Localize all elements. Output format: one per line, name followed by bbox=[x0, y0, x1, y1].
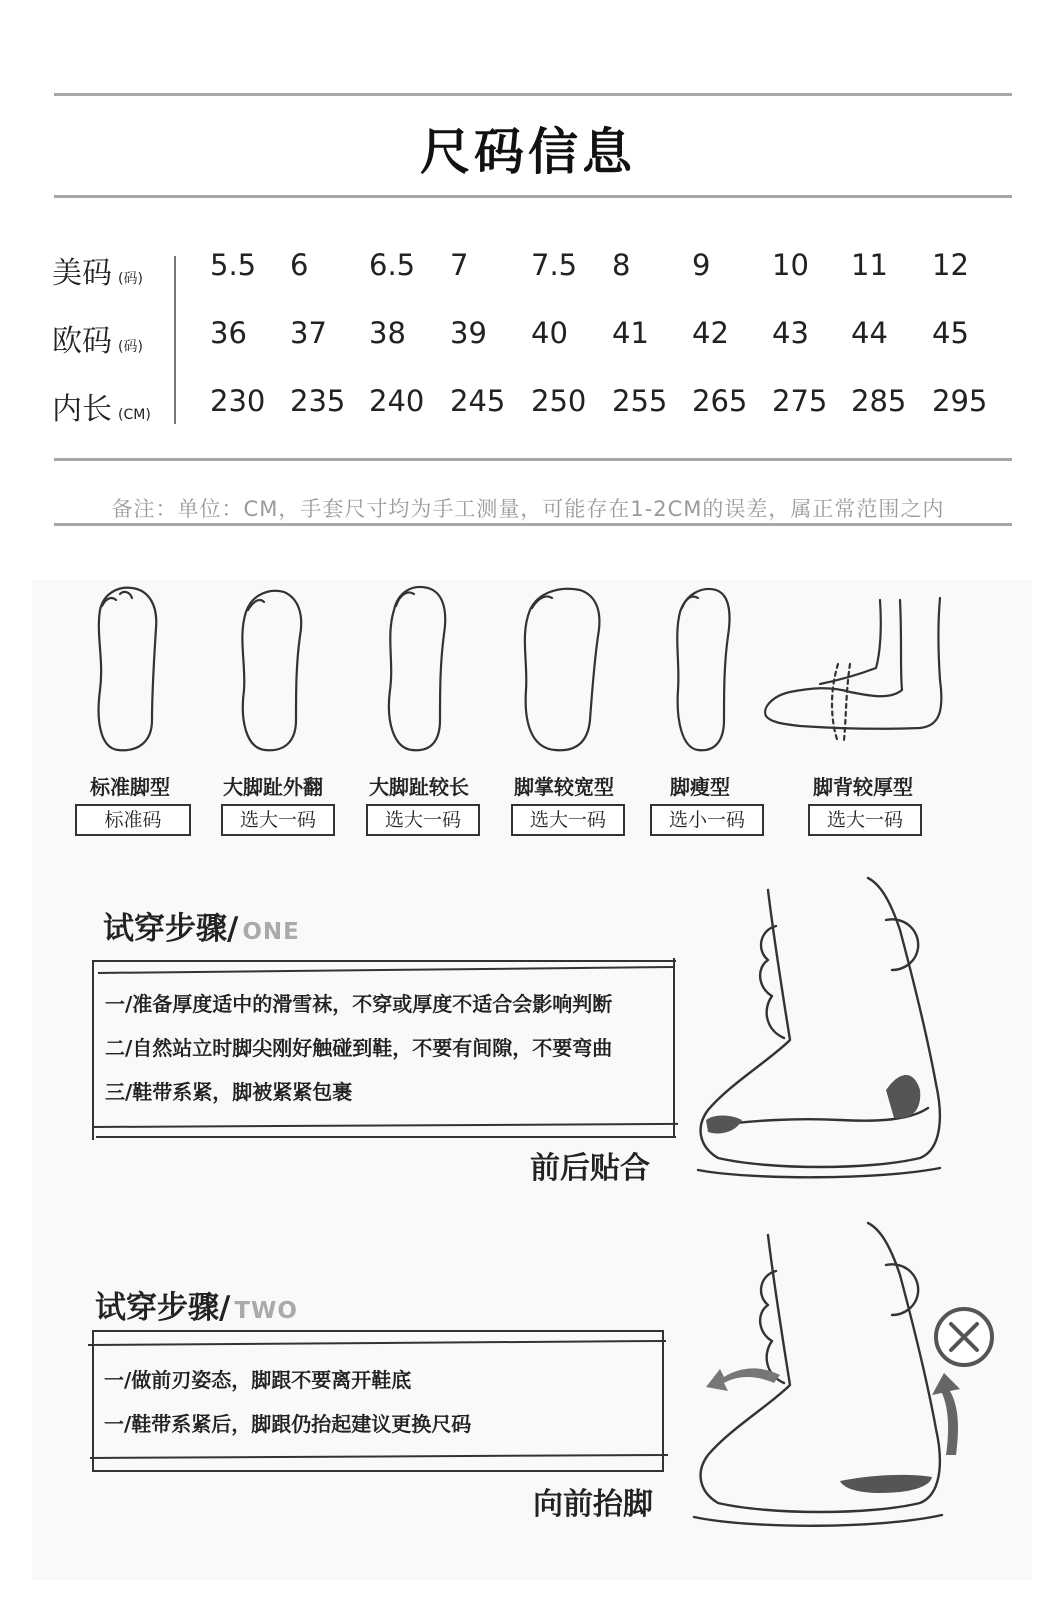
size-cell: 8 bbox=[612, 248, 631, 282]
size-cell: 9 bbox=[692, 248, 711, 282]
size-cell: 250 bbox=[531, 384, 587, 418]
size-cell: 42 bbox=[692, 316, 729, 350]
wide-foot-icon bbox=[525, 589, 600, 750]
size-cell: 275 bbox=[772, 384, 828, 418]
wrong-mark-icon bbox=[936, 1309, 992, 1365]
size-cell: 7 bbox=[450, 248, 469, 282]
size-cell: 265 bbox=[692, 384, 748, 418]
size-cell: 10 bbox=[772, 248, 809, 282]
table-bottom-divider bbox=[54, 458, 1012, 461]
foot-type-label: 脚掌较宽型 bbox=[514, 775, 614, 799]
foot-advice-box: 选大一码 bbox=[221, 804, 335, 836]
row-unit: (CM) bbox=[118, 407, 151, 423]
arrow-up-icon bbox=[932, 1373, 960, 1455]
foot-advice-box: 选大一码 bbox=[511, 804, 625, 836]
size-table bbox=[0, 240, 1056, 440]
frame-edge bbox=[92, 1330, 664, 1332]
step-item: 一/做前刃姿态，脚跟不要离开鞋底 bbox=[104, 1368, 412, 1392]
foot-type-label: 大脚趾外翻 bbox=[223, 775, 323, 799]
boot-fit-illustration bbox=[690, 870, 950, 1180]
size-cell: 11 bbox=[851, 248, 888, 282]
long-toe-foot-icon bbox=[389, 587, 445, 750]
note-divider bbox=[54, 523, 1012, 526]
step-title-text: 试穿步骤/ bbox=[95, 1290, 231, 1326]
step-two-title bbox=[95, 1282, 298, 1327]
size-cell: 7.5 bbox=[531, 248, 578, 282]
bunion-foot-icon bbox=[242, 591, 301, 750]
step-one-title bbox=[103, 903, 300, 948]
size-cell: 12 bbox=[932, 248, 969, 282]
frame-edge bbox=[92, 960, 94, 1140]
step-title-text: 试穿步骤/ bbox=[103, 911, 239, 947]
arrow-left-icon bbox=[706, 1368, 780, 1391]
frame-edge bbox=[662, 1330, 664, 1472]
step-item: 一/鞋带系紧后，脚跟仍抬起建议更换尺码 bbox=[104, 1412, 472, 1436]
size-cell: 245 bbox=[450, 384, 506, 418]
row-unit: (码) bbox=[118, 339, 143, 355]
step-item: 一/准备厚度适中的滑雪袜，不穿或厚度不适合会影响判断 bbox=[105, 992, 613, 1016]
size-cell: 285 bbox=[851, 384, 907, 418]
size-cell: 40 bbox=[531, 316, 568, 350]
row-label-text: 欧码 bbox=[52, 324, 112, 359]
instep-measure-icon bbox=[832, 664, 850, 742]
row-label-length bbox=[52, 384, 151, 428]
row-label-us bbox=[52, 248, 143, 292]
foot-advice-box: 选大一码 bbox=[808, 804, 922, 836]
row-label-text: 内长 bbox=[52, 392, 112, 427]
size-cell: 240 bbox=[369, 384, 425, 418]
standard-foot-icon bbox=[99, 588, 157, 751]
size-cell: 6.5 bbox=[369, 248, 416, 282]
size-cell: 37 bbox=[290, 316, 327, 350]
row-unit: (码) bbox=[118, 271, 143, 287]
frame-edge bbox=[94, 1470, 662, 1472]
top-divider bbox=[54, 93, 1012, 96]
frame-edge bbox=[92, 1330, 94, 1472]
size-cell: 44 bbox=[851, 316, 888, 350]
step-title-en: TWO bbox=[234, 1298, 298, 1324]
step-item: 三/鞋带系紧，脚被紧紧包裹 bbox=[105, 1080, 353, 1104]
foot-advice-box: 选大一码 bbox=[366, 804, 480, 836]
frame-edge bbox=[92, 960, 676, 962]
foot-advice-box: 标准码 bbox=[75, 804, 191, 836]
frame-edge bbox=[96, 1136, 676, 1138]
slim-foot-icon bbox=[677, 589, 729, 750]
size-cell: 255 bbox=[612, 384, 668, 418]
size-cell: 295 bbox=[932, 384, 988, 418]
row-label-eu bbox=[52, 316, 143, 360]
size-cell: 43 bbox=[772, 316, 809, 350]
step-one-caption: 前后贴合 bbox=[530, 1151, 650, 1186]
frame-edge bbox=[673, 958, 675, 1138]
size-cell: 39 bbox=[450, 316, 487, 350]
boot-lift-illustration bbox=[680, 1205, 1010, 1540]
row-label-text: 美码 bbox=[52, 256, 112, 291]
size-cell: 38 bbox=[369, 316, 406, 350]
foot-type-label: 脚瘦型 bbox=[670, 775, 730, 799]
foot-outlines bbox=[60, 580, 980, 760]
step-two-caption: 向前抬脚 bbox=[533, 1487, 653, 1522]
high-instep-foot-icon bbox=[765, 598, 941, 729]
size-cell: 235 bbox=[290, 384, 346, 418]
foot-advice-box: 选小一码 bbox=[650, 804, 764, 836]
size-cell: 230 bbox=[210, 384, 266, 418]
title-divider bbox=[54, 195, 1012, 198]
foot-type-label: 标准脚型 bbox=[90, 775, 170, 799]
size-cell: 45 bbox=[932, 316, 969, 350]
size-cell: 6 bbox=[290, 248, 309, 282]
step-item: 二/自然站立时脚尖刚好触碰到鞋，不要有间隙，不要弯曲 bbox=[105, 1036, 613, 1060]
foot-type-label: 大脚趾较长 bbox=[369, 775, 469, 799]
page-title: 尺码信息 bbox=[420, 123, 636, 181]
table-divider bbox=[174, 256, 176, 424]
size-cell: 41 bbox=[612, 316, 649, 350]
foot-type-label: 脚背较厚型 bbox=[813, 775, 913, 799]
step-title-en: ONE bbox=[242, 919, 300, 945]
size-cell: 36 bbox=[210, 316, 247, 350]
size-cell: 5.5 bbox=[210, 248, 257, 282]
size-note: 备注：单位：CM，手套尺寸均为手工测量，可能存在1-2CM的误差，属正常范围之内 bbox=[111, 497, 945, 521]
